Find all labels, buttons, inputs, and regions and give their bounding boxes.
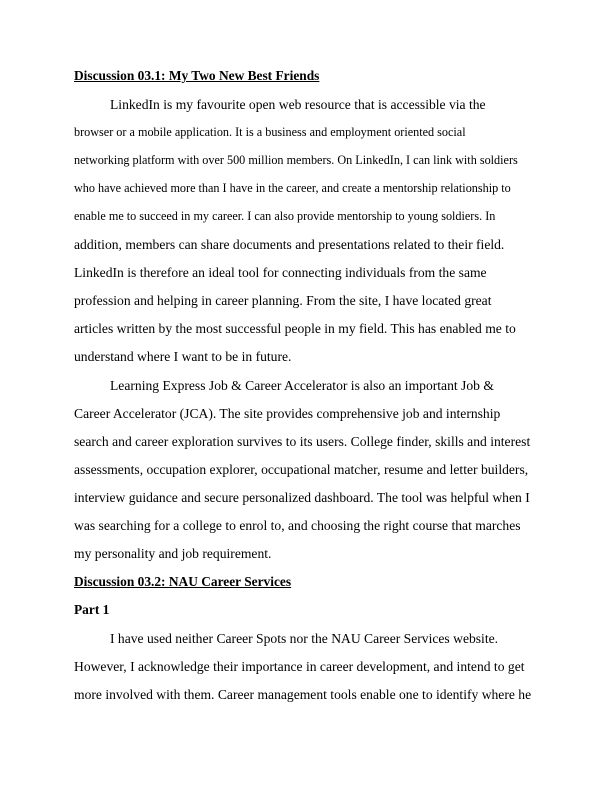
- paragraph-line: Career Accelerator (JCA). The site provides comprehensive job and internship: [74, 406, 501, 421]
- discussion-2-heading: Discussion 03.2: NAU Career Services: [74, 574, 292, 589]
- paragraph-line: profession and helping in career planning. From the site, I have located great: [74, 293, 492, 308]
- paragraph-line: Learning Express Job & Career Accelerator is also an important Job &: [110, 378, 494, 393]
- paragraph-line: articles written by the most successful people in my field. This has enabled me to: [74, 321, 516, 336]
- paragraph-line: interview guidance and secure personalized dashboard. The tool was helpful when I: [74, 490, 530, 505]
- paragraph-line: I have used neither Career Spots nor the NAU Career Services website.: [110, 631, 499, 646]
- paragraph-line: However, I acknowledge their importance in career development, and intend to get: [74, 659, 525, 674]
- paragraph-line: networking platform with over 500 million members. On LinkedIn, I can link with soldiers: [74, 153, 518, 167]
- paragraph-line: LinkedIn is therefore an ideal tool for connecting individuals from the same: [74, 265, 487, 280]
- paragraph-line: who have achieved more than I have in the career, and create a mentorship relationship to: [74, 181, 511, 195]
- discussion-1-heading: Discussion 03.1: My Two New Best Friends: [74, 68, 320, 83]
- paragraph-line: was searching for a college to enrol to, and choosing the right course that marches: [74, 518, 521, 533]
- paragraph-line: enable me to succeed in my career. I can also provide mentorship to young soldiers. In: [74, 209, 496, 223]
- paragraph-line: search and career exploration survives to its users. College finder, skills and interest: [74, 434, 531, 449]
- paragraph-line: LinkedIn is my favourite open web resource that is accessible via the: [110, 97, 486, 112]
- paragraph-line: more involved with them. Career management tools enable one to identify where he: [74, 687, 532, 702]
- part-1-label: Part 1: [74, 602, 110, 617]
- paragraph-line: my personality and job requirement.: [74, 546, 272, 561]
- paragraph-line: understand where I want to be in future.: [74, 349, 292, 364]
- paragraph-line: browser or a mobile application. It is a business and employment oriented social: [74, 125, 466, 139]
- paragraph-line: assessments, occupation explorer, occupational matcher, resume and letter builders,: [74, 462, 529, 477]
- paragraph-line: addition, members can share documents and presentations related to their field.: [74, 237, 505, 252]
